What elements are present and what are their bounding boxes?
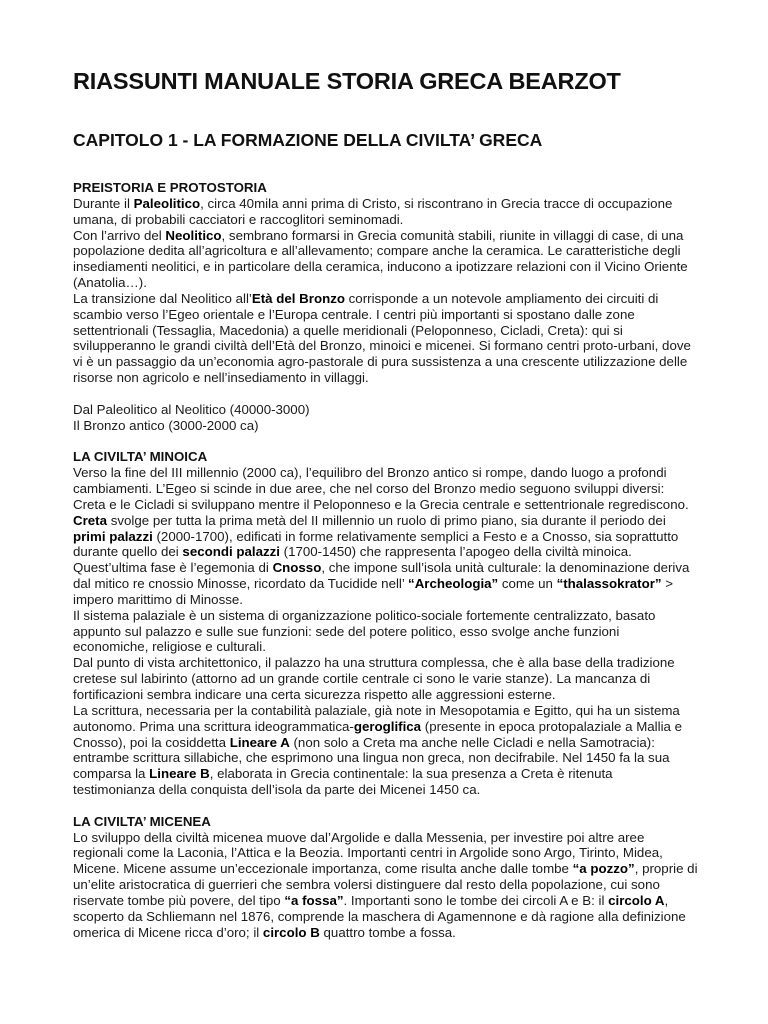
section-heading-micenea: LA CIVILTA’ MICENEA (73, 813, 211, 829)
paragraph: La scrittura, necessaria per la contabilità palaziale, già note in Mesopotamia e Egitto, qui ha un sistema autonomo. Prima una scrittura ideogrammatica-geroglifica (presente in epoca protopalaziale a Mallia e Cnosso), poi la cosiddetta Lineare A (non solo a Creta ma anche nelle Cicladi e nella Samotracia): entrambe scrittura sillabiche, che esprimono una lingua non greca, non decifrabile. Nel 1450 fa la sua comparsa la Lineare B, elaborata in Grecia continentale: la sua presenza a Creta è ritenuta testimonianza della conquista dell’isola da parte dei Micenei 1450 ca. (73, 702, 683, 798)
chapter-title: CAPITOLO 1 - LA FORMAZIONE DELLA CIVILTA’ GRECA (73, 130, 543, 150)
timeline-line: Il Bronzo antico (3000-2000 ca) (73, 417, 259, 433)
paragraph: Creta svolge per tutta la prima metà del II millennio un ruolo di primo piano, sia durante il periodo dei primi palazzi (2000-1700), edificati in forme relativamente semplici a Festo e a Cnosso, sia soprattutto durante quello dei secondi palazzi (1700-1450) che rappresenta l’apogeo della civiltà minoica. Quest’ultima fase è l’egemonia di Cnosso, che impone sull’isola unità culturale: la denominazione deriva dal mitico re cnossio Minosse, ricordato da Tucidide nell’ “Archeologia” come un “thalassokrator” > impero marittimo di Minosse. (73, 512, 690, 607)
section-heading-minoica: LA CIVILTA’ MINOICA (73, 449, 208, 465)
document-body (73, 180, 698, 941)
timeline-line: Dal Paleolitico al Neolitico (40000-3000) (73, 401, 310, 417)
paragraph: Durante il Paleolitico, circa 40mila anni prima di Cristo, si riscontrano in Grecia tracce di occupazione umana, di probabili cacciatori e raccoglitori seminomadi. (73, 195, 673, 227)
document-title: RIASSUNTI MANUALE STORIA GRECA BEARZOT (73, 68, 621, 94)
paragraph: La transizione dal Neolitico all’Età del Bronzo corrisponde a un notevole ampliamento dei circuiti di scambio verso l’Egeo orientale e l’Europa centrale. I centri più importanti si spostano dalle zone settentrionali (Tessaglia, Macedonia) a quelle meridionali (Peloponneso, Cicladi, Creta): qui si svilupperanno le grandi civiltà dell’Età del Bronzo, minoici e micenei. Si formano centri proto-urbani, dove vi è un passaggio da un’economia agro-pastorale di pura sussistenza a una crescente utilizzazione delle risorse non agricolo e nell’insediamento in villaggi. (73, 290, 691, 386)
paragraph: Verso la fine del III millennio (2000 ca), l’equilibro del Bronzo antico si rompe, dando luogo a profondi cambiamenti. L’Egeo si scinde in due aree, che nel corso del Bronzo medio seguono sviluppi diversi: Creta e le Cicladi si sviluppano mentre il Peloponneso e la Grecia centrale e settentrionale regrediscono. (73, 465, 689, 512)
paragraph: Dal punto di vista architettonico, il palazzo ha una struttura complessa, che è alla base della tradizione cretese sul labirinto (attorno ad un grande cortile centrale ci sono le varie stanze). La mancanza di fortificazioni sembra indicare una certa sicurezza rispetto alle aggressioni esterne. (73, 655, 675, 702)
section-heading-preistoria: PREISTORIA E PROTOSTORIA (73, 180, 267, 195)
paragraph: Il sistema palaziale è un sistema di organizzazione politico-sociale fortemente centralizzato, basato appunto sul palazzo e sulle sue funzioni: sede del potere politico, esso svolge anche funzioni economiche, religiose e culturali. (73, 607, 656, 655)
paragraph: Con l’arrivo del Neolitico, sembrano formarsi in Grecia comunità stabili, riunite in villaggi di case, di una popolazione dedita all’agricoltura e all’allevamento; compare anche la ceramica. Le caratteristiche degli insediamenti neolitici, e in particolare della ceramica, inducono a ipotizzare relazioni con il Vicino Oriente (Anatolia…). (73, 227, 688, 291)
paragraph: Lo sviluppo della civiltà micenea muove dal’Argolide e dalla Messenia, per investire poi altre aree regionali come la Laconia, l’Attica e la Beozia. Importanti centri in Argolide sono Argo, Tirinto, Midea, Micene. Micene assume un’eccezionale importanza, come risulta anche dalle tombe “a pozzo”, proprie di un’elite aristocratica di guerrieri che sembra volersi distinguere dal resto della popolazione, cui sono riservate tombe più povere, del tipo “a fossa”. Importanti sono le tombe dei circoli A e B: il circolo A, scoperto da Schliemann nel 1876, comprende la maschera di Agamennone e dà ragione alla definizione omerica di Micene ricca d’oro; il circolo B quattro tombe a fossa. (73, 829, 698, 940)
